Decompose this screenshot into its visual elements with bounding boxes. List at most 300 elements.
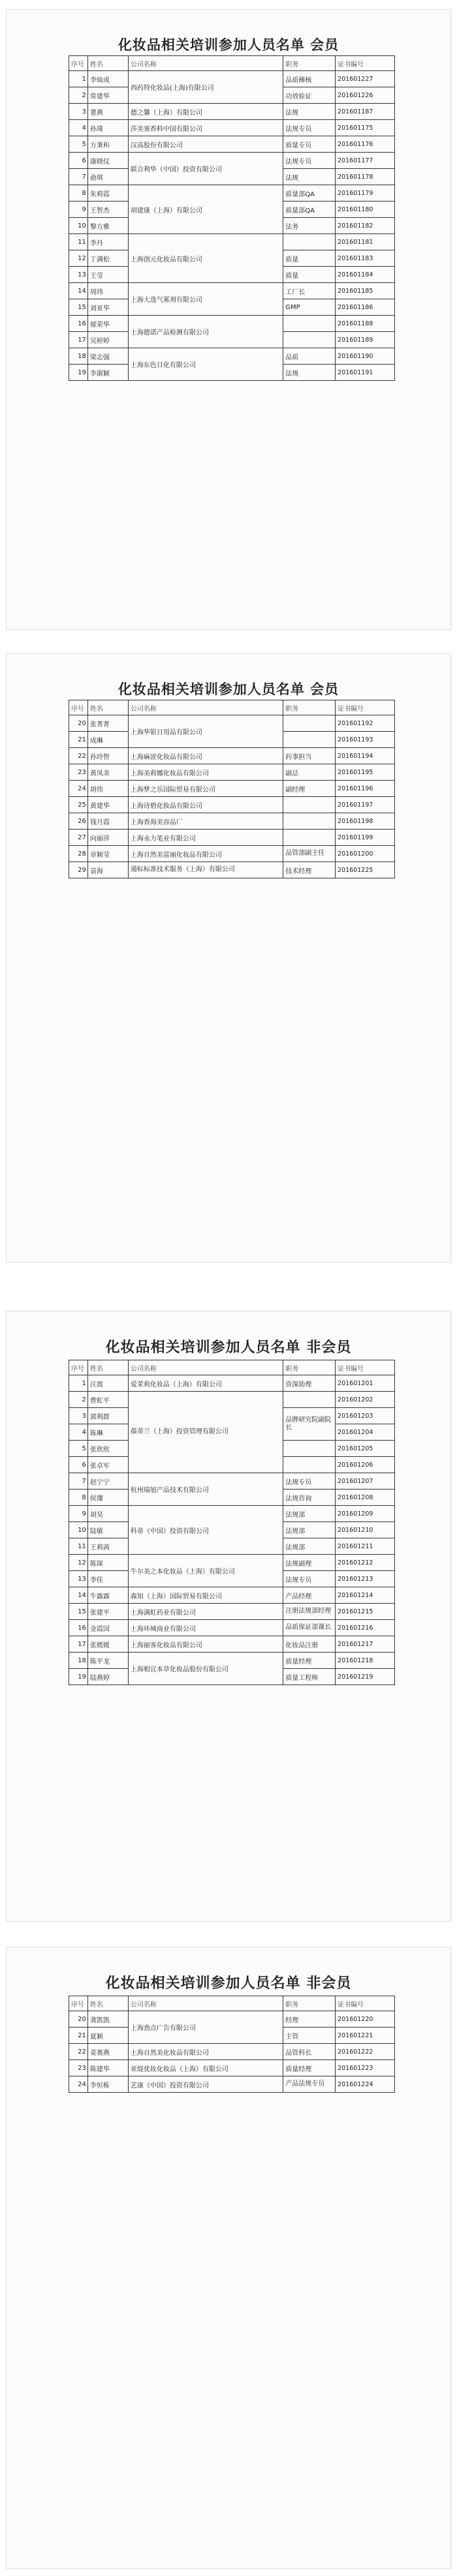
cell-title: 质量工程师	[283, 1669, 336, 1685]
table-row	[69, 764, 395, 781]
cell-company: 葆蒂兰（上海）投资管理有限公司	[128, 1392, 283, 1473]
cell-title: 功效验证	[283, 87, 336, 104]
cell-title: 品质	[283, 348, 336, 365]
cell-title: 产品法规专员	[283, 2076, 336, 2093]
cell-cert: 201601191	[336, 365, 395, 381]
table-row	[69, 715, 395, 732]
document-page-4	[6, 1947, 451, 2569]
cell-title	[283, 234, 336, 250]
cell-title: 法规部	[283, 1538, 336, 1555]
cell-company: 胡建康（上海）有限公司	[128, 185, 283, 234]
attendee-table	[69, 1360, 395, 1685]
header-cert: 证书编号	[336, 56, 395, 71]
cell-company: 联合利华（中国）投资有限公司	[128, 153, 283, 185]
cell-title: 法规	[283, 169, 336, 185]
cell-cert: 201601209	[336, 1506, 395, 1522]
cell-cert: 201601204	[336, 1424, 395, 1441]
cell-title: 质量	[283, 250, 336, 267]
cell-company: 上海劲点广告有限公司	[128, 2011, 283, 2044]
cell-company: 杭州瑞旭产品技术有限公司	[128, 1473, 283, 1506]
cell-name: 陈建华	[87, 2060, 128, 2076]
cell-name: 龚凯凯	[87, 2011, 128, 2028]
cell-no: 25	[69, 797, 88, 813]
cell-title: 品牌研究院副院长	[283, 1408, 336, 1441]
cell-name: 陈平龙	[87, 1653, 128, 1669]
cell-title	[283, 715, 336, 732]
table-row	[69, 1392, 395, 1408]
table-row	[69, 1636, 395, 1653]
cell-title	[283, 332, 336, 348]
cell-title: 品质稽核	[283, 71, 336, 87]
cell-title	[283, 813, 336, 830]
cell-no: 2	[69, 1392, 88, 1408]
cell-no: 14	[69, 1587, 88, 1604]
cell-cert: 201601210	[336, 1522, 395, 1538]
cell-no: 3	[69, 1408, 88, 1424]
cell-no: 4	[69, 120, 88, 136]
header-no: 序号	[69, 56, 88, 71]
cell-no: 5	[69, 136, 88, 153]
table-header-row	[69, 1360, 395, 1375]
cell-no: 11	[69, 234, 88, 250]
cell-name: 曹虹平	[87, 1392, 128, 1408]
cell-name: 孙琦	[87, 120, 128, 136]
cell-title: 主管	[283, 2028, 336, 2044]
cell-name: 李佳	[87, 1571, 128, 1587]
cell-title: 质量部QA	[283, 185, 336, 202]
cell-cert: 201601225	[336, 862, 395, 878]
cell-cert: 201601218	[336, 1653, 395, 1669]
cell-name: 张卓军	[87, 1457, 128, 1473]
cell-no: 15	[69, 1604, 88, 1620]
cell-title	[283, 1457, 336, 1473]
cell-name: 牛露露	[87, 1587, 128, 1604]
cell-company: 科蒂（中国）投资有限公司	[128, 1506, 283, 1555]
cell-cert: 201601183	[336, 250, 395, 267]
table-row	[69, 748, 395, 764]
cell-no: 7	[69, 169, 88, 185]
cell-title: 法规专员	[283, 153, 336, 169]
table-header-row	[69, 1996, 395, 2011]
cell-name: 姜赛燕	[87, 2044, 128, 2060]
cell-company: 通标标准技术服务（上海）有限公司	[128, 862, 283, 878]
table-row	[69, 781, 395, 797]
cell-name: 成琳	[87, 732, 128, 748]
cell-company: 上海永力笔业有限公司	[128, 830, 283, 846]
cell-name: 侯璨	[87, 1490, 128, 1506]
cell-title: 质量专员	[283, 136, 336, 153]
cell-cert: 201601217	[336, 1636, 395, 1653]
cell-company: 上海麻涩化妆品有限公司	[128, 748, 283, 764]
table-row	[69, 1506, 395, 1522]
cell-name: 黄凤美	[87, 764, 128, 781]
cell-cert: 201601207	[336, 1473, 395, 1490]
cell-no: 17	[69, 332, 88, 348]
cell-company: 汉高股份有限公司	[128, 136, 283, 153]
cell-cert: 201601198	[336, 813, 395, 830]
cell-name: 梁志强	[87, 348, 128, 365]
table-row	[69, 1604, 395, 1620]
cell-no: 9	[69, 202, 88, 218]
cell-title: 副经理	[283, 781, 336, 797]
table-row	[69, 797, 395, 813]
cell-name: 朱莉霞	[87, 185, 128, 202]
cell-no: 2	[69, 87, 88, 104]
page-title: 化妆品相关培训参加人员名单 非会员	[105, 1340, 352, 1356]
cell-title: 资深助理	[283, 1375, 336, 1392]
header-company: 公司名称	[128, 1996, 283, 2011]
cell-company: 上海德诺产品检测有限公司	[128, 316, 283, 348]
cell-name: 丁满松	[87, 250, 128, 267]
cell-no: 13	[69, 267, 88, 283]
cell-name: 张媛媛	[87, 1636, 128, 1653]
table-row	[69, 1555, 395, 1571]
cell-no: 28	[69, 846, 88, 862]
cell-company: 上海创元化妆品有限公司	[128, 234, 283, 283]
cell-no: 15	[69, 299, 88, 316]
table-row	[69, 1620, 395, 1636]
attendee-table	[69, 1996, 395, 2093]
cell-company: 上海美莉娜化妆品有限公司	[128, 764, 283, 781]
table-row	[69, 104, 395, 120]
cell-no: 23	[69, 2060, 88, 2076]
cell-title	[283, 732, 336, 748]
cell-no: 22	[69, 2044, 88, 2060]
cell-cert: 201601177	[336, 153, 395, 169]
cell-name: 康晓仪	[87, 153, 128, 169]
cell-cert: 201601187	[336, 104, 395, 120]
cell-name: 金霞国	[87, 1620, 128, 1636]
cell-name: 黎方雅	[87, 218, 128, 234]
cell-title	[283, 316, 336, 332]
cell-no: 16	[69, 1620, 88, 1636]
cell-name: 郭利群	[87, 1408, 128, 1424]
cell-cert: 201601219	[336, 1669, 395, 1685]
cell-no: 1	[69, 1375, 88, 1392]
cell-name: 王莹	[87, 267, 128, 283]
cell-cert: 201601189	[336, 332, 395, 348]
table-header-row	[69, 56, 395, 71]
cell-no: 6	[69, 153, 88, 169]
cell-title: 法规部	[283, 1506, 336, 1522]
cell-title	[283, 1392, 336, 1408]
cell-cert: 201601205	[336, 1441, 395, 1457]
cell-title: 质量经理	[283, 2060, 336, 2076]
cell-company: 上海大选气雾剂有限公司	[128, 283, 283, 316]
table-row	[69, 2011, 395, 2028]
cell-cert: 201601194	[336, 748, 395, 764]
cell-cert: 201601178	[336, 169, 395, 185]
cell-title: 化妆品注册	[283, 1636, 336, 1653]
cell-company: 牛尔美之本化妆品（上海）有限公司	[128, 1555, 283, 1587]
cell-title: 技术经理	[283, 862, 336, 878]
cell-cert: 201601222	[336, 2044, 395, 2060]
cell-title: 法规	[283, 365, 336, 381]
table-row	[69, 1653, 395, 1669]
cell-no: 6	[69, 1457, 88, 1473]
cell-name: 陈琳	[87, 1424, 128, 1441]
cell-cert: 201601200	[336, 846, 395, 862]
table-row	[69, 283, 395, 299]
table-row	[69, 71, 395, 87]
cell-company: 上海丽客化妆品有限公司	[128, 1636, 283, 1653]
cell-company: 艺康（中国）投资有限公司	[128, 2076, 283, 2093]
cell-cert: 201601186	[336, 299, 395, 316]
attendee-table	[69, 700, 395, 878]
cell-company: 上海华银日用品有限公司	[128, 715, 283, 748]
table-row	[69, 862, 395, 878]
cell-no: 9	[69, 1506, 88, 1522]
cell-cert: 201601201	[336, 1375, 395, 1392]
cell-title	[283, 830, 336, 846]
cell-cert: 201601206	[336, 1457, 395, 1473]
cell-title: 法规咨询	[283, 1490, 336, 1506]
table-row	[69, 348, 395, 365]
header-company: 公司名称	[128, 56, 283, 71]
cell-company: 上海相宜本草化妆品股份有限公司	[128, 1653, 283, 1685]
cell-title: 工厂长	[283, 283, 336, 299]
cell-name: 常建华	[87, 87, 128, 104]
cell-cert: 201601192	[336, 715, 395, 732]
cell-title: 品质保证部课长	[283, 1620, 336, 1636]
cell-no: 8	[69, 1490, 88, 1506]
document-page-2	[6, 653, 451, 1263]
header-company: 公司名称	[128, 700, 283, 715]
cell-no: 10	[69, 1522, 88, 1538]
cell-no: 21	[69, 2028, 88, 2044]
cell-no: 24	[69, 781, 88, 797]
cell-cert: 201601213	[336, 1571, 395, 1587]
table-row	[69, 316, 395, 332]
cell-title: 质量经理	[283, 1653, 336, 1669]
cell-no: 13	[69, 1571, 88, 1587]
cell-cert: 201601196	[336, 781, 395, 797]
cell-cert: 201601181	[336, 234, 395, 250]
cell-cert: 201601175	[336, 120, 395, 136]
cell-cert: 201601208	[336, 1490, 395, 1506]
document-page-1	[6, 9, 451, 630]
cell-no: 5	[69, 1441, 88, 1457]
cell-name: 李淑颖	[87, 365, 128, 381]
cell-no: 24	[69, 2076, 88, 2093]
cell-no: 8	[69, 185, 88, 202]
cell-name: 赵宁宁	[87, 1473, 128, 1490]
table-row	[69, 813, 395, 830]
page-title: 化妆品相关培训参加人员名单 非会员	[105, 1975, 352, 1992]
cell-name: 陆燕婷	[87, 1669, 128, 1685]
cell-cert: 201601220	[336, 2011, 395, 2028]
document-page-3	[6, 1311, 451, 1922]
cell-name: 胡伟	[87, 781, 128, 797]
cell-title: 法规部	[283, 1522, 336, 1538]
header-name: 姓名	[87, 1996, 128, 2011]
cell-no: 1	[69, 71, 88, 87]
cell-company: 上海自然美化妆品有限公司	[128, 2044, 283, 2060]
cell-name: 张建平	[87, 1604, 128, 1620]
cell-name: 俞琪	[87, 169, 128, 185]
cell-title: 法务	[283, 218, 336, 234]
table-row	[69, 2044, 395, 2060]
cell-cert: 201601184	[336, 267, 395, 283]
cell-cert: 201601216	[336, 1620, 395, 1636]
cell-no: 19	[69, 365, 88, 381]
cell-cert: 201601179	[336, 185, 395, 202]
header-title: 职务	[283, 700, 336, 715]
cell-title: 质量部QA	[283, 202, 336, 218]
cell-name: 董燕	[87, 104, 128, 120]
attendee-table	[69, 55, 395, 381]
header-cert: 证书编号	[336, 1996, 395, 2011]
cell-name: 陆敏	[87, 1522, 128, 1538]
cell-title	[283, 1441, 336, 1457]
cell-title: 经理	[283, 2011, 336, 2028]
table-header-row	[69, 700, 395, 715]
cell-cert: 201601215	[336, 1604, 395, 1620]
cell-name: 陈琛	[87, 1555, 128, 1571]
table-row	[69, 185, 395, 202]
cell-no: 14	[69, 283, 88, 299]
cell-name: 周玮	[87, 283, 128, 299]
cell-company: 上海诗碧化妆品有限公司	[128, 797, 283, 813]
cell-cert: 201601214	[336, 1587, 395, 1604]
cell-no: 4	[69, 1424, 88, 1441]
cell-company: 上海东色日化有限公司	[128, 348, 283, 381]
table-row	[69, 1587, 395, 1604]
cell-cert: 201601199	[336, 830, 395, 846]
cell-company: 森知（上海）国际贸易有限公司	[128, 1587, 283, 1604]
cell-title: 法规专员	[283, 1571, 336, 1587]
cell-company: 莎美塞香料中国有限公司	[128, 120, 283, 136]
cell-cert: 201601224	[336, 2076, 395, 2093]
cell-title: 法规副理	[283, 1555, 336, 1571]
table-row	[69, 2060, 395, 2076]
cell-no: 22	[69, 748, 88, 764]
cell-company: 上海香海美容品厂	[128, 813, 283, 830]
cell-no: 18	[69, 348, 88, 365]
table-row	[69, 120, 395, 136]
cell-cert: 201601221	[336, 2028, 395, 2044]
cell-cert: 201601211	[336, 1538, 395, 1555]
cell-no: 29	[69, 862, 88, 878]
cell-title: 产品经理	[283, 1587, 336, 1604]
cell-company: 上海自然美富丽化妆品有限公司	[128, 846, 283, 862]
cell-cert: 201601176	[336, 136, 395, 153]
cell-name: 吴婷婷	[87, 332, 128, 348]
page-title: 化妆品相关培训参加人员名单 会员	[118, 681, 339, 697]
cell-company: 上海环城商业有限公司	[128, 1620, 283, 1636]
cell-no: 12	[69, 1555, 88, 1571]
cell-no: 27	[69, 830, 88, 846]
cell-company: 西药特化妆品(上海)有限公司	[128, 71, 283, 104]
cell-no: 21	[69, 732, 88, 748]
cell-title: 法规专员	[283, 1473, 336, 1490]
cell-title: 品管部副主任	[283, 846, 336, 862]
cell-no: 7	[69, 1473, 88, 1490]
cell-name: 李恒栋	[87, 2076, 128, 2093]
cell-name: 胡昊	[87, 1506, 128, 1522]
cell-cert: 201601195	[336, 764, 395, 781]
table-row	[69, 2076, 395, 2093]
cell-title: 注册法规部经理	[283, 1604, 336, 1620]
cell-no: 3	[69, 104, 88, 120]
header-title: 职务	[283, 56, 336, 71]
header-cert: 证书编号	[336, 1360, 395, 1375]
table-row	[69, 136, 395, 153]
cell-cert: 201601182	[336, 218, 395, 234]
cell-company: 亚缇优妆化妆品（上海）有限公司	[128, 2060, 283, 2076]
header-company: 公司名称	[128, 1360, 283, 1375]
cell-title	[283, 797, 336, 813]
cell-name: 王智杰	[87, 202, 128, 218]
table-row	[69, 1473, 395, 1490]
cell-company: 爱茉莉化妆品（上海）有限公司	[128, 1375, 283, 1392]
header-name: 姓名	[87, 1360, 128, 1375]
cell-cert: 201601227	[336, 71, 395, 87]
cell-title: 法规	[283, 104, 336, 120]
cell-name: 袁海	[87, 862, 128, 878]
cell-no: 20	[69, 715, 88, 732]
cell-cert: 201601197	[336, 797, 395, 813]
cell-name: 汪震	[87, 1375, 128, 1392]
cell-name: 李丹	[87, 234, 128, 250]
cell-cert: 201601180	[336, 202, 395, 218]
cell-no: 23	[69, 764, 88, 781]
page-title: 化妆品相关培训参加人员名单 会员	[118, 37, 339, 53]
cell-name: 黄建华	[87, 797, 128, 813]
cell-name: 李灿成	[87, 71, 128, 87]
cell-name: 方秉和	[87, 136, 128, 153]
cell-company: 德之馨（上海）有限公司	[128, 104, 283, 120]
table-row	[69, 153, 395, 169]
cell-no: 26	[69, 813, 88, 830]
cell-title: 质量	[283, 267, 336, 283]
header-name: 姓名	[87, 700, 128, 715]
header-no: 序号	[69, 1360, 88, 1375]
table-row	[69, 234, 395, 250]
cell-name: 章颖莹	[87, 846, 128, 862]
header-name: 姓名	[87, 56, 128, 71]
cell-name: 王莉茜	[87, 1538, 128, 1555]
cell-no: 11	[69, 1538, 88, 1555]
header-cert: 证书编号	[336, 700, 395, 715]
cell-title: 药事担当	[283, 748, 336, 764]
cell-name: 张菁菁	[87, 715, 128, 732]
cell-name: 孙玲智	[87, 748, 128, 764]
cell-name: 郁荣华	[87, 316, 128, 332]
cell-name: 夏颖	[87, 2028, 128, 2044]
cell-no: 12	[69, 250, 88, 267]
table-row	[69, 1375, 395, 1392]
cell-no: 18	[69, 1653, 88, 1669]
cell-company: 上海满虹药业有限公司	[128, 1604, 283, 1620]
cell-cert: 201601188	[336, 316, 395, 332]
cell-name: 向丽萍	[87, 830, 128, 846]
cell-no: 20	[69, 2011, 88, 2028]
cell-title: 品管科长	[283, 2044, 336, 2060]
cell-cert: 201601223	[336, 2060, 395, 2076]
cell-name: 刘亚华	[87, 299, 128, 316]
cell-title: GMP	[283, 299, 336, 316]
table-row	[69, 846, 395, 862]
cell-no: 19	[69, 1669, 88, 1685]
cell-name: 钱月霞	[87, 813, 128, 830]
cell-no: 16	[69, 316, 88, 332]
cell-title: 法规专员	[283, 120, 336, 136]
cell-cert: 201601202	[336, 1392, 395, 1408]
cell-cert: 201601193	[336, 732, 395, 748]
cell-cert: 201601203	[336, 1408, 395, 1424]
header-title: 职务	[283, 1996, 336, 2011]
